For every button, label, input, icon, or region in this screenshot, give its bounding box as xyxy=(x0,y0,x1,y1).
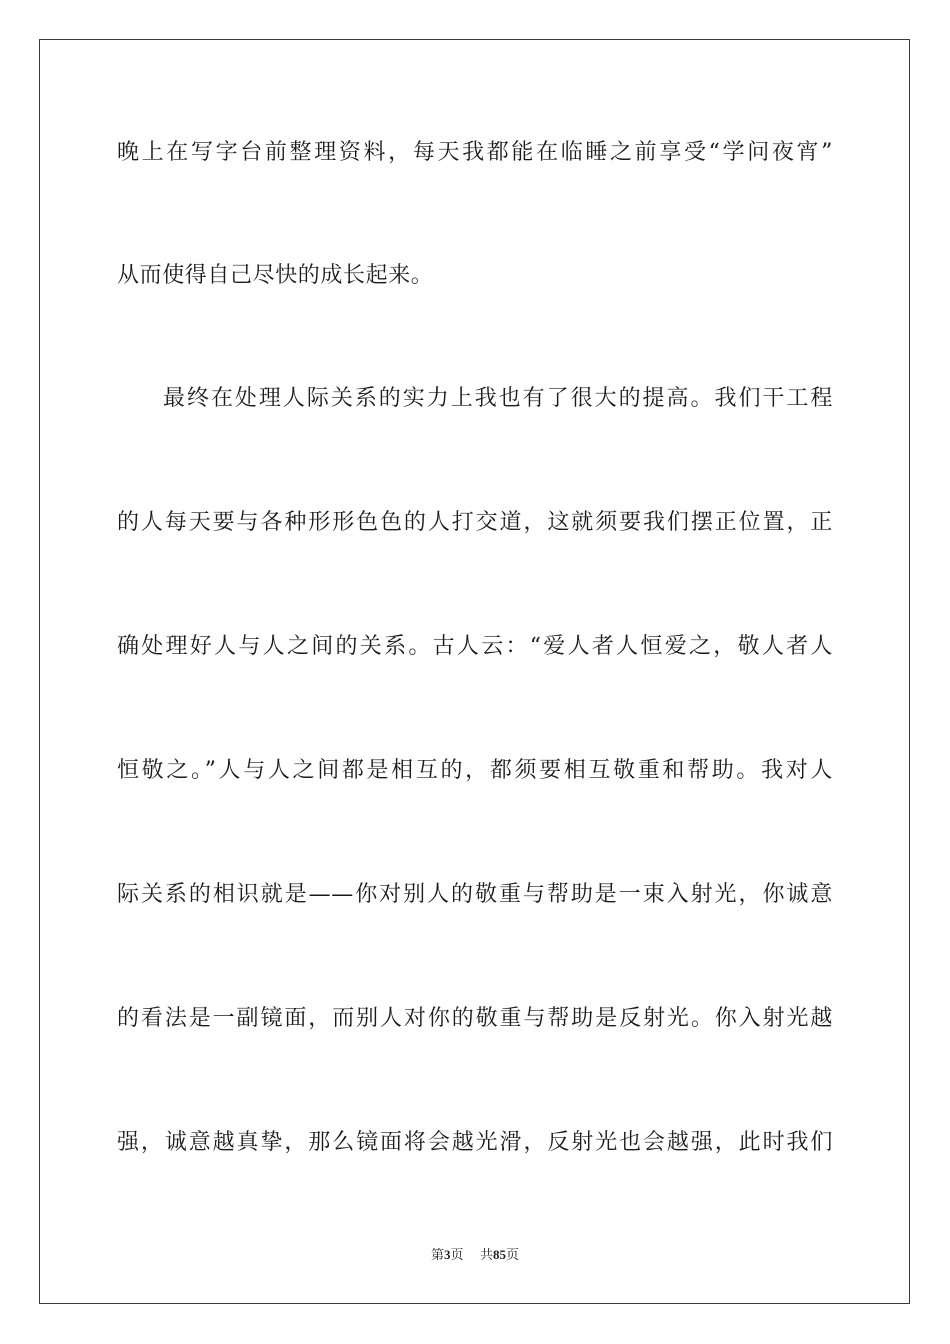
body-line-6: 恒敬之。”人与人之间都是相互的，都须要相互敬重和帮助。我对人 xyxy=(117,758,833,783)
body-line-1: 晚上在写字台前整理资料，每天我都能在临睡之前享受“学问夜宵” xyxy=(117,140,833,165)
page-prefix: 第 xyxy=(430,1248,444,1263)
body-line-3: 最终在处理人际关系的实力上我也有了很大的提高。我们干工程 xyxy=(163,386,833,411)
body-line-7: 际关系的相识就是——你对别人的敬重与帮助是一束入射光，你诚意 xyxy=(117,882,833,907)
total-prefix: 共 xyxy=(480,1248,494,1263)
page-suffix: 页 xyxy=(450,1248,464,1263)
page-number: 3 xyxy=(443,1247,451,1262)
body-line-4: 的人每天要与各种形形色色的人打交道，这就须要我们摆正位置，正 xyxy=(117,510,833,535)
total-pages: 85 xyxy=(493,1247,507,1262)
total-suffix: 页 xyxy=(506,1248,520,1263)
body-line-2: 从而使得自己尽快的成长起来。 xyxy=(117,263,434,288)
body-line-8: 的看法是一副镜面，而别人对你的敬重与帮助是反射光。你入射光越 xyxy=(117,1006,833,1031)
body-line-9: 强，诚意越真挚，那么镜面将会越光滑，反射光也会越强，此时我们 xyxy=(117,1130,833,1155)
body-line-5: 确处理好人与人之间的关系。古人云：“爱人者人恒爱之，敬人者人 xyxy=(117,634,833,659)
page-border xyxy=(39,39,910,1304)
page-footer xyxy=(0,1246,950,1265)
